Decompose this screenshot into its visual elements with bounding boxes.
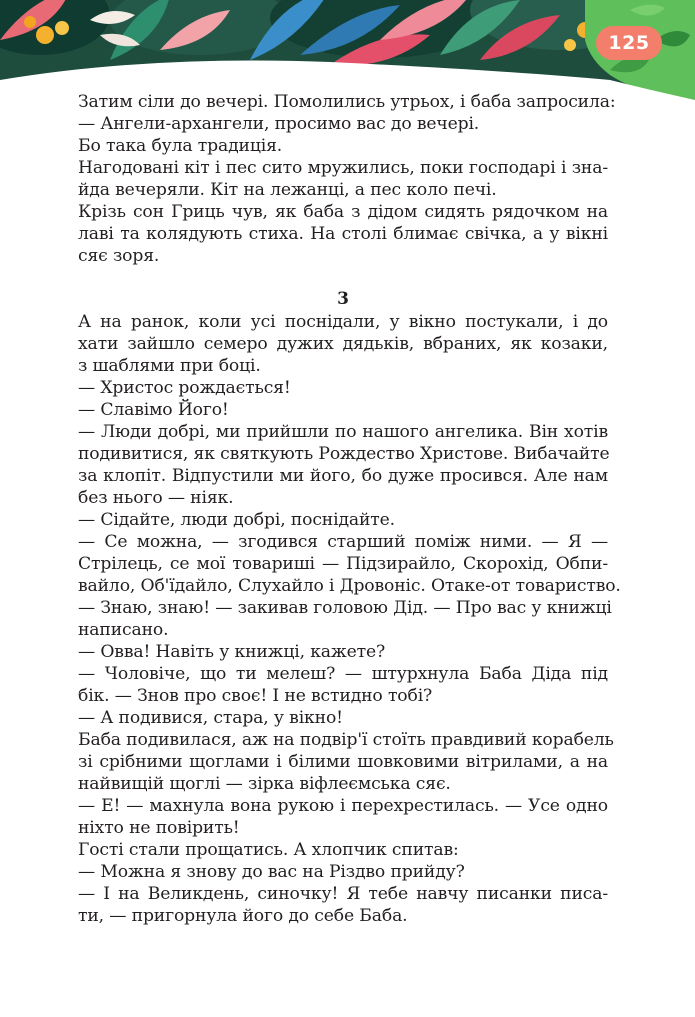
text-line: без нього — ніяк.	[78, 488, 234, 508]
text-line: йда вечеряли. Кіт на лежанці, а пес коло печі.	[78, 180, 497, 200]
section-heading: 3	[337, 289, 349, 309]
text-line: ніхто не повірить!	[78, 818, 240, 838]
text-line: — Люди добрі, ми прийшли по нашого ангелика. Він хотів	[78, 422, 608, 442]
text-line: Затим сіли до вечері. Помолились утрьох, і баба запросила:	[78, 92, 616, 112]
decorative-header	[0, 0, 695, 100]
text-line: — Се можна, — згодився старший поміж ними. — Я —	[78, 532, 608, 552]
text-line: Стрілець, се мої товариші — Підзирайло, Скорохід, Обпи-	[78, 554, 608, 574]
text-line: Баба подивилася, аж на подвір'ї стоїть правдивий корабель	[78, 730, 614, 750]
text-line: — Ангели-архангели, просимо вас до вечері.	[78, 114, 480, 134]
text-line: лаві та колядують стиха. На столі блимає свічка, а у вікні	[78, 224, 608, 244]
page-number-badge: 125	[596, 26, 662, 60]
text-line: найвищій щоглі — зірка віфлеємська сяє.	[78, 774, 451, 794]
floral-illustration	[0, 0, 695, 100]
text-line: вайло, Об'їдайло, Слухайло і Дровоніс. Отаке-от товариство.	[78, 576, 621, 596]
text-line: Гості стали прощатись. А хлопчик спитав:	[78, 840, 459, 860]
text-line: ти, — пригорнула його до себе Баба.	[78, 906, 408, 926]
text-line: — Славімо Його!	[78, 400, 229, 420]
text-line: — Знаю, знаю! — закивав головою Дід. — Про вас у книжці	[78, 598, 612, 618]
text-line: зі срібними щоглами і білими шовковими вітрилами, а на	[78, 752, 608, 772]
text-line: А на ранок, коли усі поснідали, у вікно постукали, і до	[78, 312, 608, 332]
text-line: написано.	[78, 620, 169, 640]
text-line: Крізь сон Гриць чув, як баба з дідом сидять рядочком на	[78, 202, 608, 222]
text-line: хати зайшло семеро дужих дядьків, вбраних, як козаки,	[78, 334, 608, 354]
text-line: за клопіт. Відпустили ми його, бо дуже просився. Але нам	[78, 466, 608, 486]
text-line: бік. — Знов про своє! І не встидно тобі?	[78, 686, 433, 706]
text-line: — А подивися, стара, у вікно!	[78, 708, 343, 728]
text-line: — І на Великдень, синочку! Я тебе навчу писанки писа-	[78, 884, 608, 904]
text-line: — Можна я знову до вас на Різдво прийду?	[78, 862, 465, 882]
text-line: сяє зоря.	[78, 246, 160, 266]
text-line: Нагодовані кіт і пес сито мружились, поки господарі і зна-	[78, 158, 608, 178]
text-line: — Чоловіче, що ти мелеш? — штурхнула Баба Діда під	[78, 664, 608, 684]
text-line: з шаблями при боці.	[78, 356, 261, 376]
text-line: — Овва! Навіть у книжці, кажете?	[78, 642, 386, 662]
text-line: — Е! — махнула вона рукою і перехрестилась. — Усе одно	[78, 796, 608, 816]
text-line: Бо така була традиція.	[78, 136, 283, 156]
text-line: — Сідайте, люди добрі, поснідайте.	[78, 510, 395, 530]
text-line: подивитися, як святкують Рождество Христове. Вибачайте	[78, 444, 610, 464]
text-line: — Христос рождається!	[78, 378, 291, 398]
